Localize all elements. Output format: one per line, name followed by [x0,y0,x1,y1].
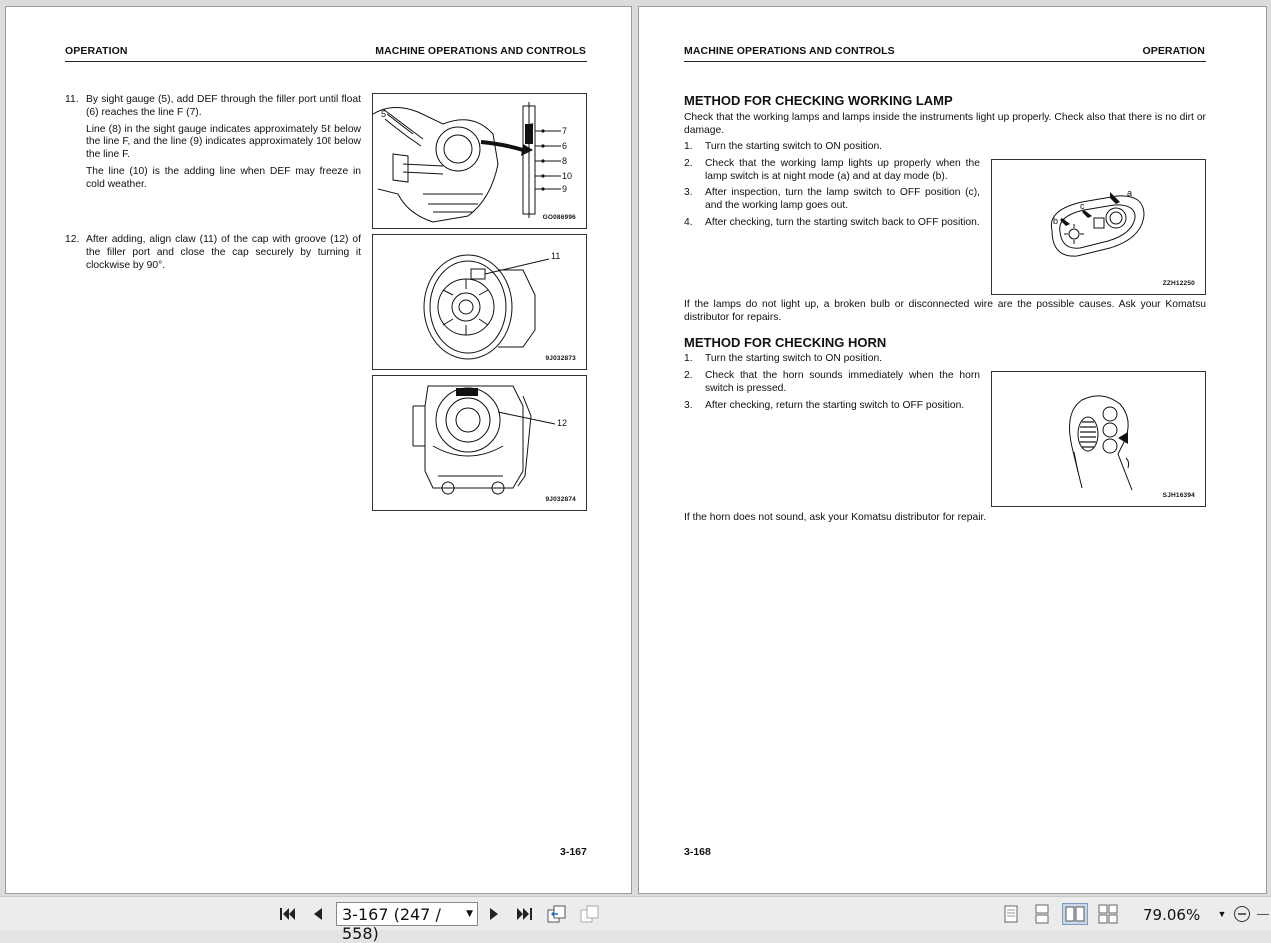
step-number: 3. [684,400,693,411]
lamp-step-2 [684,158,980,186]
page-number: 3-168 [684,846,711,858]
step-text: After checking, return the starting switch to OFF position. [705,400,965,411]
next-view-icon[interactable] [578,903,602,925]
chevron-down-icon[interactable]: ▼ [466,909,473,919]
section-intro: Check that the working lamps and lamps inside the instruments light up properly. Check also that there is no dirt or damage. [684,112,1206,136]
callout-label: a [1127,188,1133,198]
section-title-horn: METHOD FOR CHECKING HORN [684,335,887,350]
navigation-toolbar [0,896,1271,943]
step-text: Check that the horn sounds immediately when the horn switch is pressed. [705,370,980,394]
page-number: 3-167 [560,846,587,858]
step-text: Turn the starting switch to ON position. [705,353,883,364]
figure-code: ZZH12250 [1162,280,1195,287]
step-number: 4. [684,217,693,228]
figure-code: GO086996 [542,214,576,221]
zoom-slider-track[interactable] [1257,903,1269,925]
callout-label: 5 [381,109,387,119]
callout-label: 7 [562,126,568,136]
page-header-right: MACHINE OPERATIONS AND CONTROLS [375,45,586,57]
two-page-continuous-icon[interactable] [1096,903,1120,925]
figure-code: SJH16394 [1162,492,1195,499]
lamp-note: If the lamps do not light up, a broken bulb or disconnected wire are the possible causes. Ask your Komatsu distributor for repairs. [684,299,1206,323]
step-number: 1. [684,353,693,364]
lamp-step-3 [684,187,980,215]
header-rule [684,61,1206,62]
callout-label: b [1053,216,1059,226]
page-number-value: 3-167 (247 / 558) [342,905,441,943]
horn-note: If the horn does not sound, ask your Komatsu distributor for repair. [684,512,987,523]
step-paragraph: By sight gauge (5), add DEF through the filler port until float (6) reaches the line F (7). [86,94,361,118]
horn-step-3 [684,400,980,414]
step-paragraph: The line (10) is the adding line when DEF may freeze in cold weather. [86,165,361,190]
page-header-left: OPERATION [65,45,128,57]
step-12 [65,234,365,284]
callout-label: F [530,124,534,130]
figure-lamp-switch [991,159,1206,295]
step-number: 11. [65,94,79,105]
step-text: Turn the starting switch to ON position. [705,141,883,152]
step-number: 2. [684,158,693,169]
single-page-continuous-icon[interactable] [1031,903,1053,925]
figure-horn-switch [991,371,1206,507]
step-text: After checking, turn the starting switch back to OFF position. [705,217,980,228]
lamp-switch-illustration [992,160,1207,296]
step-text: After inspection, turn the lamp switch to OFF position (c), and the working lamp goes out. [705,187,980,211]
figure-code: 9J032874 [545,496,576,503]
sight-gauge-illustration [373,94,588,230]
step-number: 3. [684,187,693,198]
page-header-left: MACHINE OPERATIONS AND CONTROLS [684,45,895,57]
horn-step-1 [684,353,980,367]
step-number: 2. [684,370,693,381]
zoom-dropdown-icon[interactable]: ▼ [1217,909,1227,919]
figure-cap-claw [372,234,587,370]
zoom-level[interactable]: 79.06% [1143,906,1201,924]
figure-sight-gauge [372,93,587,229]
horn-switch-illustration [992,372,1207,508]
callout-label: 10 [562,171,573,181]
step-11 [65,94,365,194]
single-page-view-icon[interactable] [1000,903,1022,925]
page-3-167 [5,6,632,894]
callout-label: 6 [562,141,568,151]
step-paragraph: After adding, align claw (11) of the cap with groove (12) of the filler port and close the cap securely by turning it clockwise by 90°. [86,234,361,271]
horn-step-2 [684,370,980,398]
section-title-working-lamp: METHOD FOR CHECKING WORKING LAMP [684,93,953,108]
step-number: 12. [65,234,80,245]
step-number: 1. [684,141,693,152]
page-header-right: OPERATION [1142,45,1205,57]
step-text: Check that the working lamp lights up properly when the lamp switch is at night mode (a) and at day mode (b). [705,158,980,182]
header-rule [65,61,587,62]
callout-label: 9 [562,184,568,194]
previous-page-icon[interactable] [308,903,328,925]
next-page-icon[interactable] [484,903,504,925]
figure-filler-groove [372,375,587,511]
callout-label: 11 [551,251,561,261]
zoom-out-icon[interactable] [1232,903,1252,925]
lamp-step-4 [684,217,980,245]
first-page-icon[interactable] [277,903,299,925]
step-paragraph: Line (8) in the sight gauge indicates approximately 5ℓ below the line F, and the line (9) indicates approximately 10ℓ below the line F. [86,123,361,161]
two-page-view-icon[interactable] [1062,903,1088,925]
callout-label: c [1080,201,1085,211]
figure-code: 9J032873 [545,355,576,362]
page-number-field[interactable] [336,902,478,943]
previous-view-icon[interactable] [545,903,569,925]
page-3-168 [638,6,1267,894]
lamp-step-1 [684,141,980,155]
callout-label: 12 [557,418,568,428]
last-page-icon[interactable] [513,903,535,925]
callout-label: 8 [562,156,568,166]
filler-groove-illustration [373,376,588,512]
